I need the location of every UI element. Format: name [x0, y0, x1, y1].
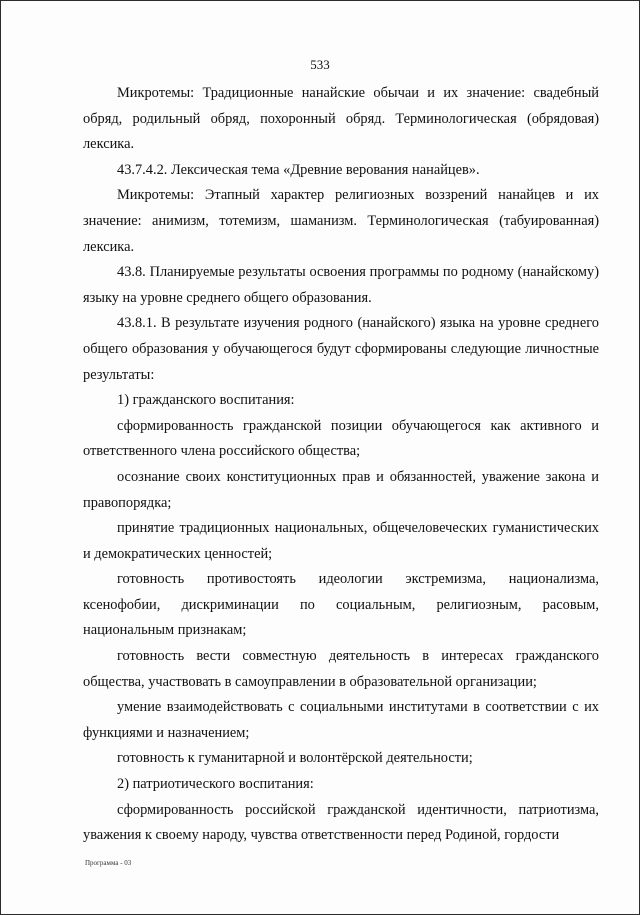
paragraph-joint-activity: готовность вести совместную деятельность в интересах гражданского общества, участвовать в самоуправлении в образовательной организации;: [83, 648, 599, 690]
document-body: [83, 81, 599, 849]
page-number: 533: [310, 57, 330, 72]
paragraph-volunteer-activity: готовность к гуманитарной и волонтёрской деятельности;: [117, 750, 473, 767]
paragraph-planned-results: 43.8. Планируемые результаты освоения программы по родному (нанайскому) языку на уровне среднего общего образования.: [83, 264, 599, 306]
paragraph-traditional-values: принятие традиционных национальных, общечеловеческих гуманистических и демократических ценностей;: [83, 520, 599, 562]
paragraph-social-institutions: умение взаимодействовать с социальными институтами в соответствии с их функциями и назначением;: [83, 699, 599, 741]
paragraph-microtopics-customs: Микротемы: Традиционные нанайские обычаи и их значение: свадебный обряд, родильный обряд, похоронный обряд. Терминологическая (обрядовая) лексика.: [83, 85, 599, 153]
paragraph-counter-extremism: готовность противостоять идеологии экстремизма, национализма, ксенофобии, дискриминации по социальным, религиозным, расовым, национальным признакам;: [83, 571, 599, 639]
paragraph-civic-education-heading: 1) гражданского воспитания:: [117, 392, 295, 409]
paragraph-patriotic-education-heading: 2) патриотического воспитания:: [117, 776, 314, 793]
paragraph-lexical-theme-beliefs: 43.7.4.2. Лексическая тема «Древние верования нанайцев».: [117, 161, 480, 178]
paragraph-constitutional-rights: осознание своих конституционных прав и обязанностей, уважение закона и правопорядка;: [83, 468, 599, 511]
paragraph-russian-identity: сформированность российской гражданской идентичности, патриотизма, уважения к своему народу, чувства ответственности перед Родиной, гордости: [83, 801, 599, 844]
paragraph-personal-results: 43.8.1. В результате изучения родного (нанайского) языка на уровне среднего общего образования у обучающегося будут сформированы следующие личностные результаты:: [83, 315, 599, 383]
footer-label: Программа - 03: [85, 859, 132, 867]
paragraph-civic-position: сформированность гражданской позиции обучающегося как активного и ответственного члена российского общества;: [83, 417, 599, 460]
paragraph-microtopics-beliefs: Микротемы: Этапный характер религиозных воззрений нанайцев и их значение: анимизм, тотемизм, шаманизм. Терминологическая (табуированная) лексика.: [83, 187, 599, 255]
